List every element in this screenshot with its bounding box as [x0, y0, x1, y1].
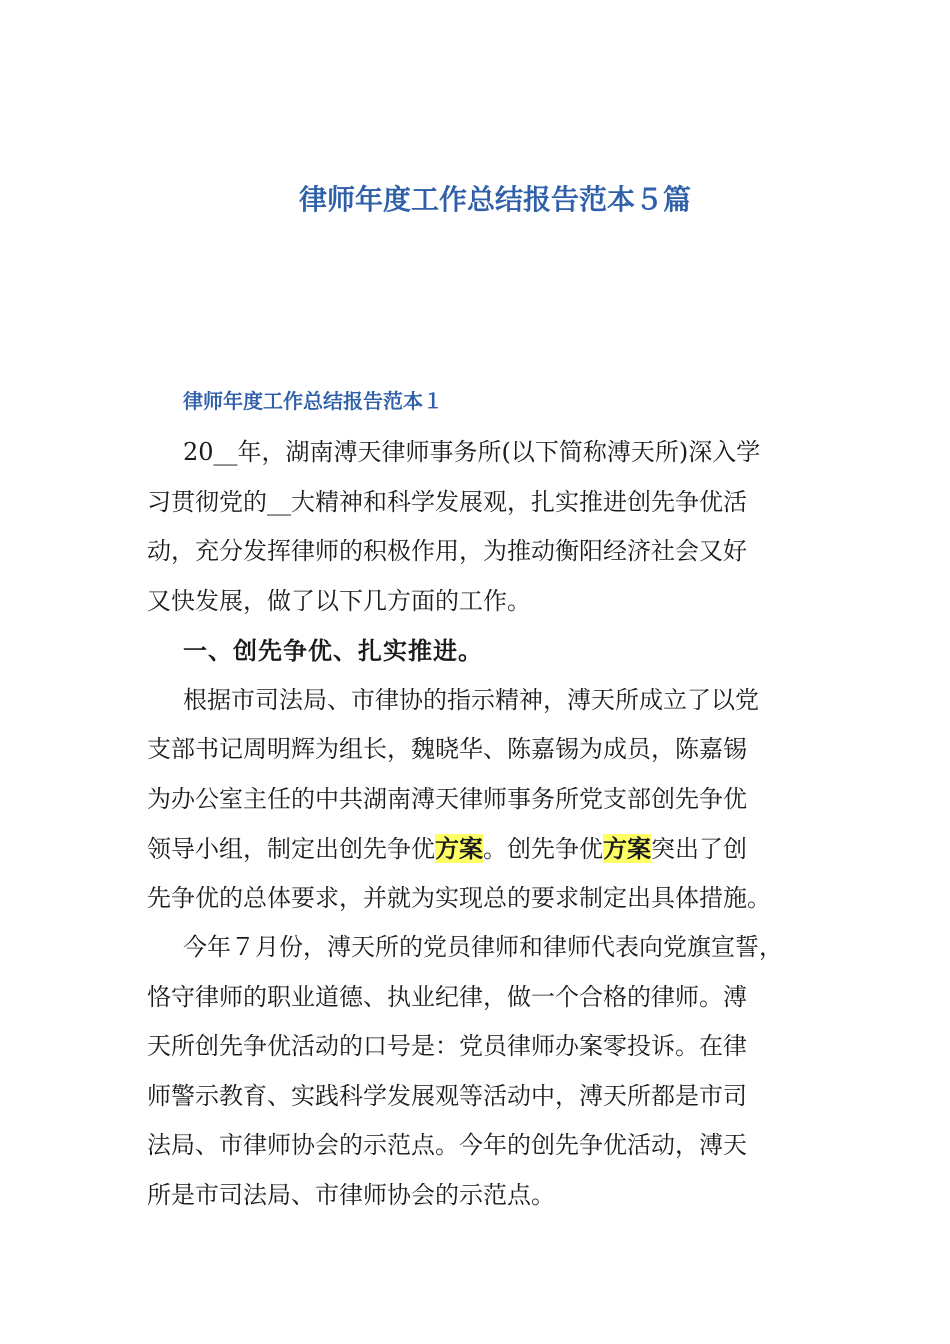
- subheading: 一、创先争优、扎实推进。: [183, 636, 483, 665]
- paragraph-line: 又快发展，做了以下几方面的工作。: [147, 586, 531, 615]
- paragraph-line: 根据市司法局、市律协的指示精神，溥天所成立了以党: [183, 685, 759, 714]
- paragraph-line: 天所创先争优活动的口号是：党员律师办案零投诉。在律: [147, 1032, 747, 1060]
- document-title: 律师年度工作总结报告范本５篇: [298, 183, 691, 216]
- paragraph-line: 师警示教育、实践科学发展观等活动中，溥天所都是市司: [147, 1081, 747, 1110]
- highlighted-term: 方案: [435, 834, 483, 863]
- paragraph-line: 先争优的总体要求，并就为实现总的要求制定出具体措施。: [147, 883, 771, 912]
- paragraph-line: 为办公室主任的中共湖南溥天律师事务所党支部创先争优: [147, 784, 747, 813]
- paragraph-line: 20__年，湖南溥天律师事务所(以下简称溥天所)深入学: [183, 438, 761, 466]
- paragraph-line: 恪守律师的职业道德、执业纪律，做一个合格的律师。溥: [147, 982, 747, 1011]
- document-body: [147, 428, 807, 1220]
- paragraph-line: 今年７月份，溥天所的党员律师和律师代表向党旗宣誓，: [183, 933, 783, 961]
- section-heading: 律师年度工作总结报告范本１: [183, 389, 443, 413]
- text-segment: 。创先争优: [483, 835, 603, 863]
- text-segment: 领导小组，制定出创先争优: [147, 835, 435, 863]
- paragraph-line: 支部书记周明辉为组长，魏晓华、陈嘉锡为成员，陈嘉锡: [147, 735, 747, 763]
- paragraph-line: 习贯彻党的__大精神和科学发展观，扎实推进创先争优活: [147, 487, 747, 516]
- paragraph-line: 法局、市律师协会的示范点。今年的创先争优活动，溥天: [147, 1131, 747, 1159]
- paragraph-line: 所是市司法局、市律师协会的示范点。: [147, 1180, 555, 1209]
- text-segment: 突出了创: [651, 835, 747, 863]
- highlighted-term: 方案: [603, 834, 651, 863]
- paragraph-line: 动，充分发挥律师的积极作用，为推动衡阳经济社会又好: [147, 537, 747, 565]
- paragraph-line-highlighted: [147, 824, 807, 874]
